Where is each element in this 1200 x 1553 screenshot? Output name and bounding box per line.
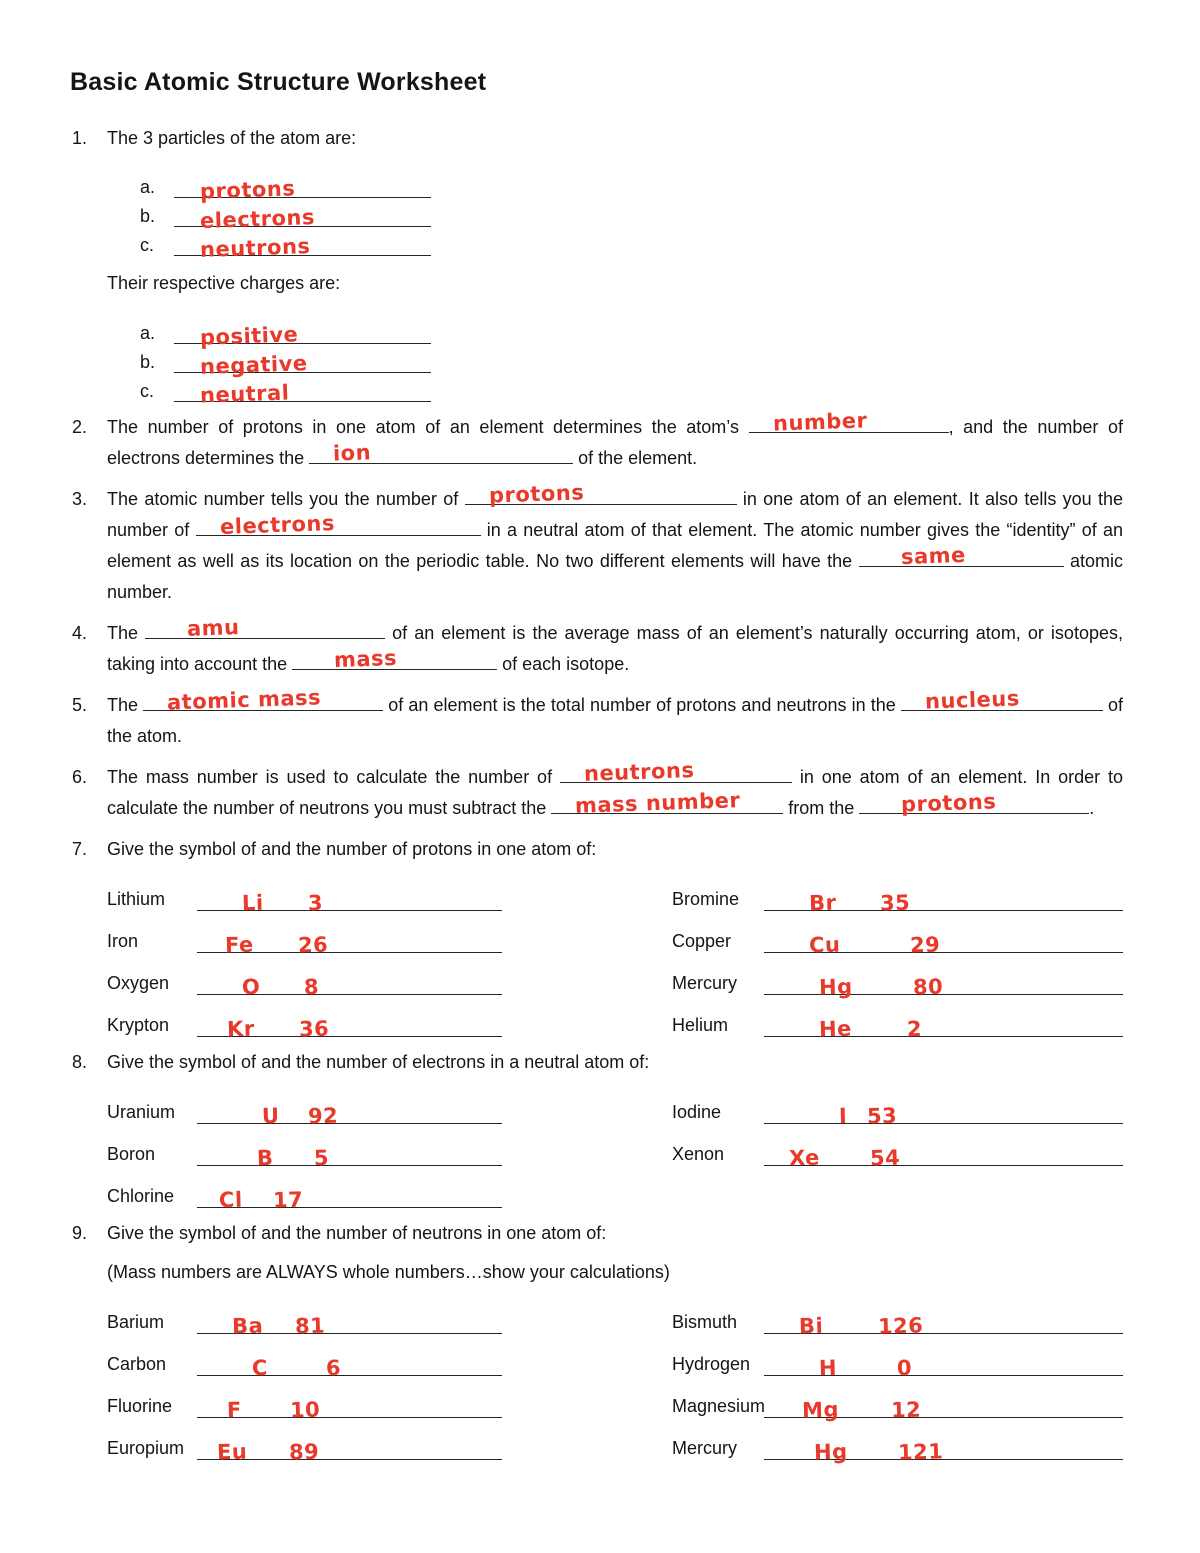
question-7-number: 7. [72,839,88,859]
answer-line [764,1310,1123,1339]
text-segment: in one atom of an element. It also tells you the number of [107,489,1123,540]
grid-left-column [107,1292,502,1465]
text-segment: The atomic number tells you the number of [107,489,465,509]
question-3-number: 3. [72,489,88,509]
element-label: Xenon [672,1144,725,1164]
answer-blank [901,686,1103,714]
handwritten-answer: neutral [199,380,290,408]
page-title: Basic Atomic Structure Worksheet [70,68,487,96]
answer-blank [196,511,481,539]
handwritten-number: 126 [877,1313,924,1339]
element-row [672,1292,1123,1339]
text-segment: in a neutral atom of that element. The atomic number gives the “identity” of an element as well as its location on the periodic table. No two different elements will have the [107,520,1124,571]
question-9 [70,1218,1123,1465]
element-label: Oxygen [107,973,170,993]
handwritten-answer: mass [333,645,398,673]
handwritten-number: 3 [307,890,324,916]
question-7-element-grid [107,869,1123,1042]
handwritten-answer: amu [186,615,240,641]
blank-row [107,169,1123,204]
handwritten-symbol: He [818,1016,853,1042]
question-4-text [107,615,1123,680]
question-8-text: Give the symbol of and the number of electrons in a neutral atom of: [107,1052,650,1072]
answer-line [197,887,502,916]
handwritten-number: 26 [297,932,329,958]
handwritten-answer: neutrons [583,758,695,786]
text-segment: of an element is the total number of protons and neutrons in the [383,695,901,715]
question-5-text [107,685,1123,752]
text-segment: The [107,695,144,715]
question-1-text: The 3 particles of the atom are: [107,128,357,148]
handwritten-number: 35 [880,890,911,916]
element-label: Helium [672,1015,729,1035]
element-row [107,1292,502,1339]
element-row [107,953,502,1000]
answer-line [197,1013,502,1042]
element-label: Iodine [672,1102,722,1122]
answer-blank [309,440,573,466]
question-5-number: 5. [72,695,88,715]
question-3-text [107,480,1124,608]
handwritten-number: 17 [272,1187,304,1213]
sub-item-letter: b. [140,206,156,226]
handwritten-answer: negative [199,351,308,379]
sub-item-letter: b. [140,352,156,372]
handwritten-symbol: I [838,1103,848,1129]
question-5 [70,685,1123,752]
handwritten-number: 80 [912,974,944,1000]
handwritten-symbol: Hg [813,1439,848,1465]
grid-right-column [672,1082,1123,1208]
handwritten-answer: ion [332,440,372,466]
handwritten-symbol: O [241,974,261,1000]
handwritten-number: 89 [288,1439,320,1465]
text-segment: , and the number of electrons determines the [107,417,1123,468]
handwritten-answer: electrons [199,205,316,233]
element-label: Lithium [107,889,166,909]
question-8 [70,1047,1123,1213]
element-row [672,1124,1123,1171]
answer-blank [551,788,783,818]
question-2 [70,408,1123,474]
answer-line [197,1436,502,1465]
question-1-text-charges: Their respective charges are: [107,273,341,293]
question-2-text [107,408,1123,474]
handwritten-symbol: Br [808,890,837,916]
element-label: Uranium [107,1102,176,1122]
answer-line [764,1352,1123,1381]
sub-item-letter: a. [140,323,156,343]
handwritten-number: 29 [910,932,941,958]
text-segment: of the atom. [107,695,1123,746]
element-label: Copper [672,931,732,951]
handwritten-number: 121 [897,1439,944,1465]
question-2-number: 2. [72,417,88,437]
question-9-element-grid [107,1292,1123,1465]
element-row [107,1334,502,1381]
handwritten-number: 8 [304,974,320,1000]
element-row [107,1124,502,1171]
handwritten-symbol: Li [241,890,264,916]
answer-line [197,1394,502,1423]
handwritten-number: 81 [294,1313,326,1339]
element-label: Bismuth [672,1312,738,1332]
handwritten-answer: same [900,542,966,570]
element-label: Boron [107,1144,156,1164]
answer-blank [174,205,431,233]
element-label: Bromine [672,889,740,909]
answer-blank [859,789,1089,817]
handwritten-symbol: Mg [801,1397,840,1423]
answer-blank [560,758,792,786]
handwritten-answer: protons [488,480,585,508]
element-label: Fluorine [107,1396,173,1416]
question-6 [70,758,1123,824]
handwritten-answer: protons [199,176,296,204]
element-row [672,1082,1123,1129]
element-label: Iron [107,931,139,951]
answer-line [197,971,502,1000]
element-row [672,1418,1123,1465]
element-label: Hydrogen [672,1354,751,1374]
answer-blank [174,351,431,379]
element-label: Mercury [672,1438,738,1458]
answer-blank [145,615,385,641]
answer-line [197,1310,502,1339]
answer-line [197,1142,502,1171]
grid-left-column [107,1082,502,1213]
handwritten-number: 2 [906,1016,923,1042]
blank-row [107,198,1123,233]
handwritten-symbol: Ba [231,1313,264,1339]
handwritten-symbol: Fe [224,932,255,958]
text-segment: The number of protons in one atom of an element determines the atom’s [107,417,749,437]
answer-blank [174,380,431,408]
handwritten-number: 0 [896,1355,913,1381]
handwritten-symbol: Eu [216,1439,248,1465]
handwritten-number: 92 [307,1103,339,1129]
element-row [672,911,1123,958]
answer-line [197,1100,502,1129]
handwritten-answer: positive [199,322,299,350]
handwritten-answer: nucleus [924,686,1020,714]
text-segment: The [107,623,146,643]
handwritten-answer: atomic mass [166,685,322,715]
handwritten-answer: electrons [219,511,335,539]
sub-item-letter: c. [140,381,155,401]
element-row [107,1376,502,1423]
answer-line [764,1394,1123,1423]
element-row [107,1082,502,1129]
answer-line [197,1184,502,1213]
handwritten-number: 12 [890,1397,922,1423]
text-segment: in one atom of an element. In order to calculate the number of neutrons you must subtract the [107,767,1123,818]
answer-blank [174,176,431,204]
sub-item-letter: c. [140,235,155,255]
handwritten-number: 6 [325,1355,342,1381]
element-row [672,995,1123,1042]
question-4-number: 4. [72,623,88,643]
answer-line [764,1142,1123,1171]
text-segment: . [1089,798,1095,818]
answer-blank [143,685,383,715]
question-4 [70,615,1123,680]
grid-right-column [672,1292,1123,1465]
question-1-number: 1. [72,128,88,148]
answer-line [764,1436,1123,1465]
grid-right-column [672,869,1123,1042]
answer-line [764,1100,1123,1129]
question-8-number: 8. [72,1052,88,1072]
element-row [672,1334,1123,1381]
text-segment: of each isotope. [497,654,630,674]
blank-row [107,344,1123,379]
element-label: Magnesium [672,1396,766,1416]
element-row [672,953,1123,1000]
handwritten-symbol: Kr [226,1016,255,1042]
text-segment: atomic number. [107,551,1123,602]
answer-line [197,1352,502,1381]
blank-row [107,227,1123,262]
handwritten-number: 54 [869,1145,901,1171]
answer-line [764,1013,1123,1042]
handwritten-symbol: F [226,1397,243,1423]
question-7 [70,834,1123,1042]
blank-row [107,373,1123,408]
answer-line [764,887,1123,916]
question-7-text: Give the symbol of and the number of protons in one atom of: [107,839,597,859]
handwritten-symbol: Bi [798,1313,824,1339]
question-1-charge-blanks [107,315,1123,408]
handwritten-answer: number [772,408,868,436]
question-6-text [107,758,1123,824]
handwritten-number: 10 [289,1397,321,1423]
handwritten-answer: mass number [574,788,741,818]
handwritten-answer: neutrons [199,234,311,262]
answer-line [764,929,1123,958]
question-9-text: Give the symbol of and the number of neutrons in one atom of: [107,1223,607,1243]
answer-line [764,971,1123,1000]
element-row [107,869,502,916]
element-row [107,1418,502,1465]
answer-blank [859,542,1064,570]
handwritten-answer: protons [900,789,997,817]
question-6-number: 6. [72,767,88,787]
handwritten-symbol: B [256,1145,274,1171]
question-3 [70,480,1124,608]
handwritten-symbol: U [261,1103,280,1129]
text-segment: The mass number is used to calculate the number of [107,767,560,787]
handwritten-symbol: Xe [788,1145,821,1171]
question-9-number: 9. [72,1223,88,1243]
answer-blank [174,322,431,350]
answer-blank [174,234,431,262]
handwritten-symbol: C [251,1355,269,1381]
question-8-element-grid [107,1082,1123,1213]
text-segment: from the [783,798,860,818]
text-segment: of an element is the average mass of an element’s naturally occurring atom, or isotopes, taking into account the [107,623,1123,674]
handwritten-symbol: Cu [808,932,841,958]
blank-row [107,315,1123,350]
element-label: Mercury [672,973,738,993]
answer-blank [292,645,497,673]
element-label: Carbon [107,1354,167,1374]
answer-line [197,929,502,958]
sub-item-letter: a. [140,177,156,197]
handwritten-number: 36 [298,1016,330,1042]
element-label: Europium [107,1438,185,1458]
question-9-note: (Mass numbers are ALWAYS whole numbers…show your calculations) [107,1262,670,1282]
question-1 [70,123,1123,408]
element-label: Krypton [107,1015,170,1035]
grid-left-column [107,869,502,1042]
question-1-particle-blanks [107,169,1123,262]
element-label: Barium [107,1312,165,1332]
handwritten-symbol: Cl [218,1187,243,1213]
element-row [672,1376,1123,1423]
element-row [672,869,1123,916]
handwritten-number: 53 [867,1103,898,1129]
answer-blank [749,408,949,436]
element-row [107,1166,502,1213]
answer-blank [465,480,737,508]
element-row [107,911,502,958]
handwritten-number: 5 [313,1145,329,1171]
handwritten-symbol: H [818,1355,838,1381]
text-segment: of the element. [573,448,698,468]
element-row [107,995,502,1042]
element-label: Chlorine [107,1186,175,1206]
handwritten-symbol: Hg [818,974,853,1000]
